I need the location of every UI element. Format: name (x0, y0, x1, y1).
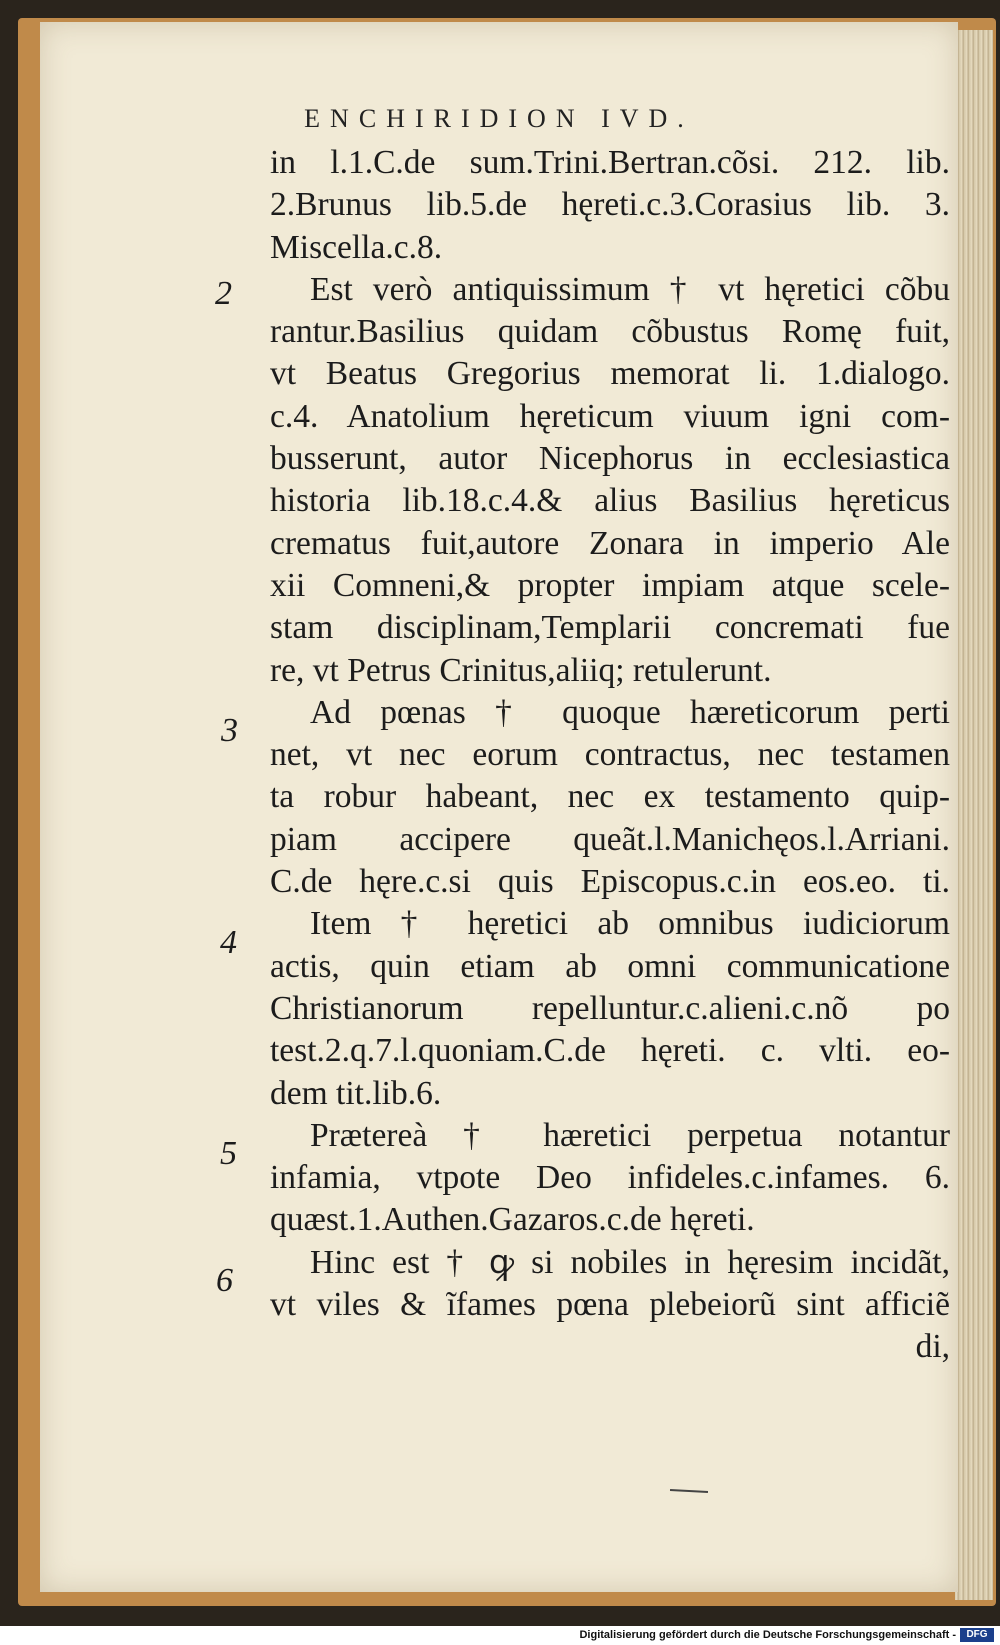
text-line: Miscella.c.8. (270, 228, 443, 266)
dfg-logo: DFG (960, 1628, 994, 1642)
text-line: net, vt nec eorum contractus, nec testamen (270, 736, 950, 774)
text-line: busserunt, autor Nicephorus in ecclesiastica (270, 440, 950, 478)
margin-number-3: 3 (221, 712, 238, 749)
margin-number-5: 5 (220, 1135, 237, 1172)
body-text (270, 142, 950, 1369)
text-line: actis, quin etiam ab omni communicatione (270, 947, 950, 985)
book-page (40, 22, 958, 1592)
text-line: infamia, vtpote Deo infideles.c.infames. 6. (270, 1159, 950, 1197)
text-line: historia lib.18.c.4.& alius Basilius hęreticus (270, 482, 950, 520)
text-line: C.de hęre.c.si quis Episcopus.c.in eos.eo. ti. (270, 863, 950, 901)
text-line: Est verò antiquissimum † vt hęretici cõbu (310, 270, 950, 308)
text-line: quæst.1.Authen.Gazaros.c.de hęreti. (270, 1201, 755, 1239)
text-line: crematus fuit,autore Zonara in imperio Ale (270, 524, 950, 562)
text-line: ta robur habeant, nec ex testamento quip- (270, 778, 950, 816)
page-mark (670, 1489, 708, 1493)
text-line: c.4. Anatolium hęreticum viuum igni com- (270, 397, 950, 435)
text-line: rantur.Basilius quidam cõbustus Romę fuit, (270, 313, 950, 351)
text-line: stam disciplinam,Templarii concremati fue (270, 609, 950, 647)
text-line: vt viles & ĩfames pœna plebeiorũ sint afficiẽ (270, 1286, 950, 1324)
text-line: Hinc est † ꝙ si nobiles in hęresim incidãt, (310, 1243, 950, 1281)
text-line: vt Beatus Gregorius memorat li. 1.dialogo. (270, 355, 950, 393)
catchword: di, (915, 1328, 950, 1366)
page-stack-edge (955, 30, 993, 1600)
text-line: dem tit.lib.6. (270, 1074, 442, 1112)
footer-credit: Digitalisierung gefördert durch die Deutsche Forschungsgemeinschaft - (579, 1629, 956, 1641)
text-line: 2.Brunus lib.5.de hęreti.c.3.Corasius lib. 3. (270, 186, 950, 224)
text-line: piam accipere queãt.l.Manichęos.l.Arriani. (270, 820, 950, 858)
margin-number-4: 4 (220, 924, 237, 961)
text-line: Item † hęretici ab omnibus iudiciorum (310, 905, 950, 943)
margin-number-2: 2 (215, 275, 232, 312)
margin-number-6: 6 (216, 1262, 233, 1299)
text-line: Prætereà † hæretici perpetua notantur (310, 1116, 950, 1154)
digitization-footer (0, 1626, 1000, 1645)
running-head: ENCHIRIDION IVD. (304, 104, 694, 133)
text-line: xii Comneni,& propter impiam atque scele- (270, 566, 950, 604)
text-line: test.2.q.7.l.quoniam.C.de hęreti. c. vlti. eo- (270, 1032, 950, 1070)
text-line: Christianorum repelluntur.c.alieni.c.nõ po (270, 989, 950, 1027)
text-line: re, vt Petrus Crinitus,aliiq; retulerunt. (270, 651, 772, 689)
text-line: in l.1.C.de sum.Trini.Bertran.cõsi. 212. lib. (270, 144, 950, 181)
text-line: Ad pœnas † quoque hæreticorum perti (310, 693, 950, 731)
